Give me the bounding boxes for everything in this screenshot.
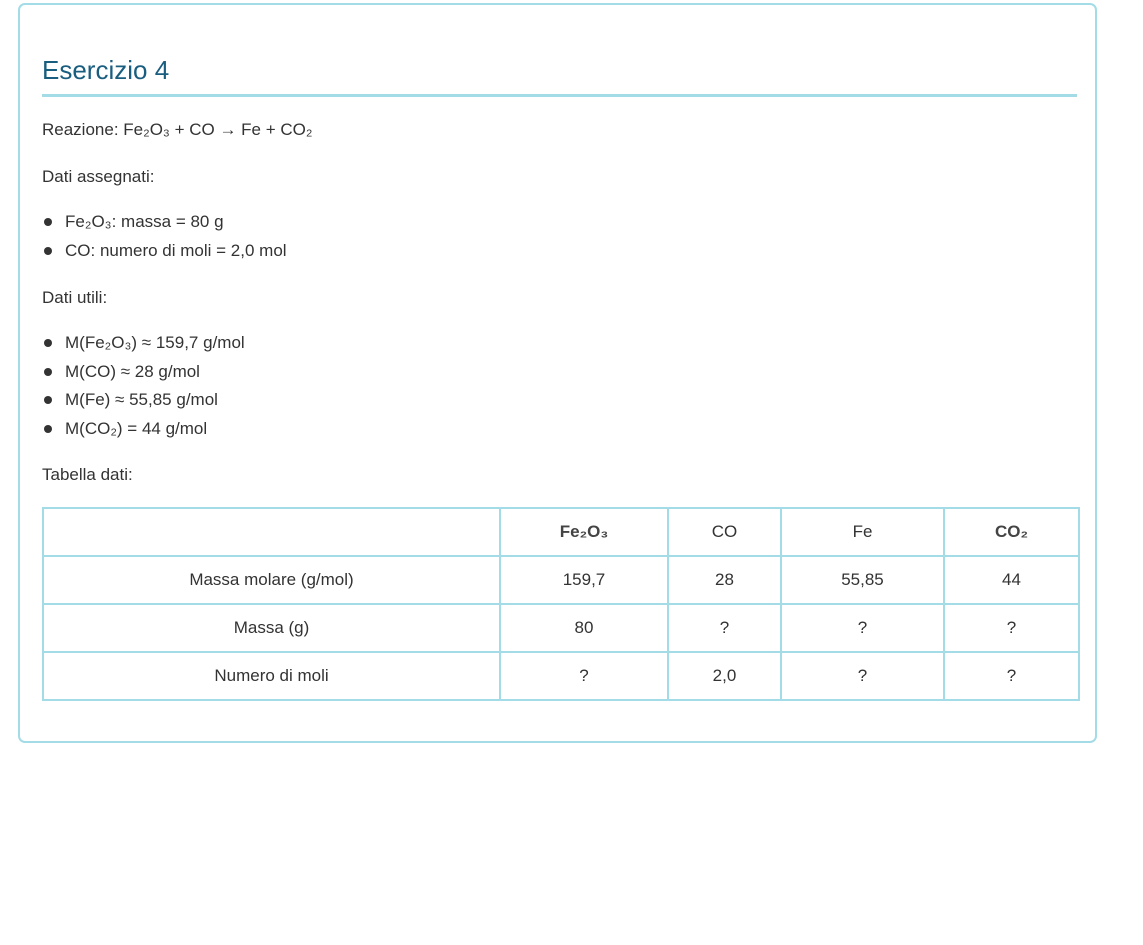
list-item-text: M(CO) ≈ 28 g/mol: [65, 361, 200, 381]
row-label-cell: Numero di moli: [43, 652, 500, 700]
useful-data-list: [42, 329, 245, 443]
table-header-cell: CO: [668, 508, 781, 556]
list-item-text: CO: numero di moli = 2,0 mol: [65, 240, 287, 260]
table-header-cell: Fe: [781, 508, 944, 556]
bullet-icon: [44, 339, 52, 347]
table-cell: ?: [944, 604, 1079, 652]
table-cell: 80: [500, 604, 668, 652]
exercise-card: [18, 3, 1097, 743]
list-item-text: Fe₂O₃: massa = 80 g: [65, 212, 224, 231]
title-divider: [42, 94, 1077, 97]
useful-data-heading: Dati utili:: [42, 288, 108, 307]
data-table: [42, 507, 1080, 701]
list-item: [42, 386, 245, 415]
table-cell: ?: [944, 652, 1079, 700]
bullet-icon: [44, 425, 52, 433]
list-item-text: M(CO₂) = 44 g/mol: [65, 418, 208, 438]
list-item: [42, 237, 287, 266]
table-cell: 55,85: [781, 556, 944, 604]
exercise-title: Esercizio 4: [42, 55, 170, 85]
bullet-icon: [44, 247, 52, 255]
list-item: [42, 415, 245, 444]
table-cell: ?: [668, 604, 781, 652]
table-row: [43, 556, 1079, 604]
list-item-text: M(Fe₂O₃) ≈ 159,7 g/mol: [65, 333, 245, 352]
bullet-icon: [44, 368, 52, 376]
bullet-icon: [44, 396, 52, 404]
table-cell: 28: [668, 556, 781, 604]
list-item: [42, 358, 245, 387]
table-row: [43, 652, 1079, 700]
given-data-heading: Dati assegnati:: [42, 167, 155, 186]
table-cell: ?: [781, 652, 944, 700]
list-item: [42, 208, 287, 237]
table-cell: ?: [781, 604, 944, 652]
list-item-text: M(Fe) ≈ 55,85 g/mol: [65, 390, 218, 409]
table-heading: Tabella dati:: [42, 465, 133, 484]
table-header-row: [43, 508, 1079, 556]
reaction-text: Reazione: Fe₂O₃ + CO → Fe + CO₂: [42, 120, 313, 139]
table-cell: 44: [944, 556, 1079, 604]
table-cell: 2,0: [668, 652, 781, 700]
table-header-cell: [43, 508, 500, 556]
given-data-list: [42, 208, 287, 265]
table-cell: ?: [500, 652, 668, 700]
row-label-cell: Massa (g): [43, 604, 500, 652]
bullet-icon: [44, 218, 52, 226]
list-item: [42, 329, 245, 358]
table-row: [43, 604, 1079, 652]
row-label-cell: Massa molare (g/mol): [43, 556, 500, 604]
table-header-cell: CO₂: [944, 508, 1079, 556]
table-cell: 159,7: [500, 556, 668, 604]
table-header-cell: Fe₂O₃: [500, 508, 668, 556]
